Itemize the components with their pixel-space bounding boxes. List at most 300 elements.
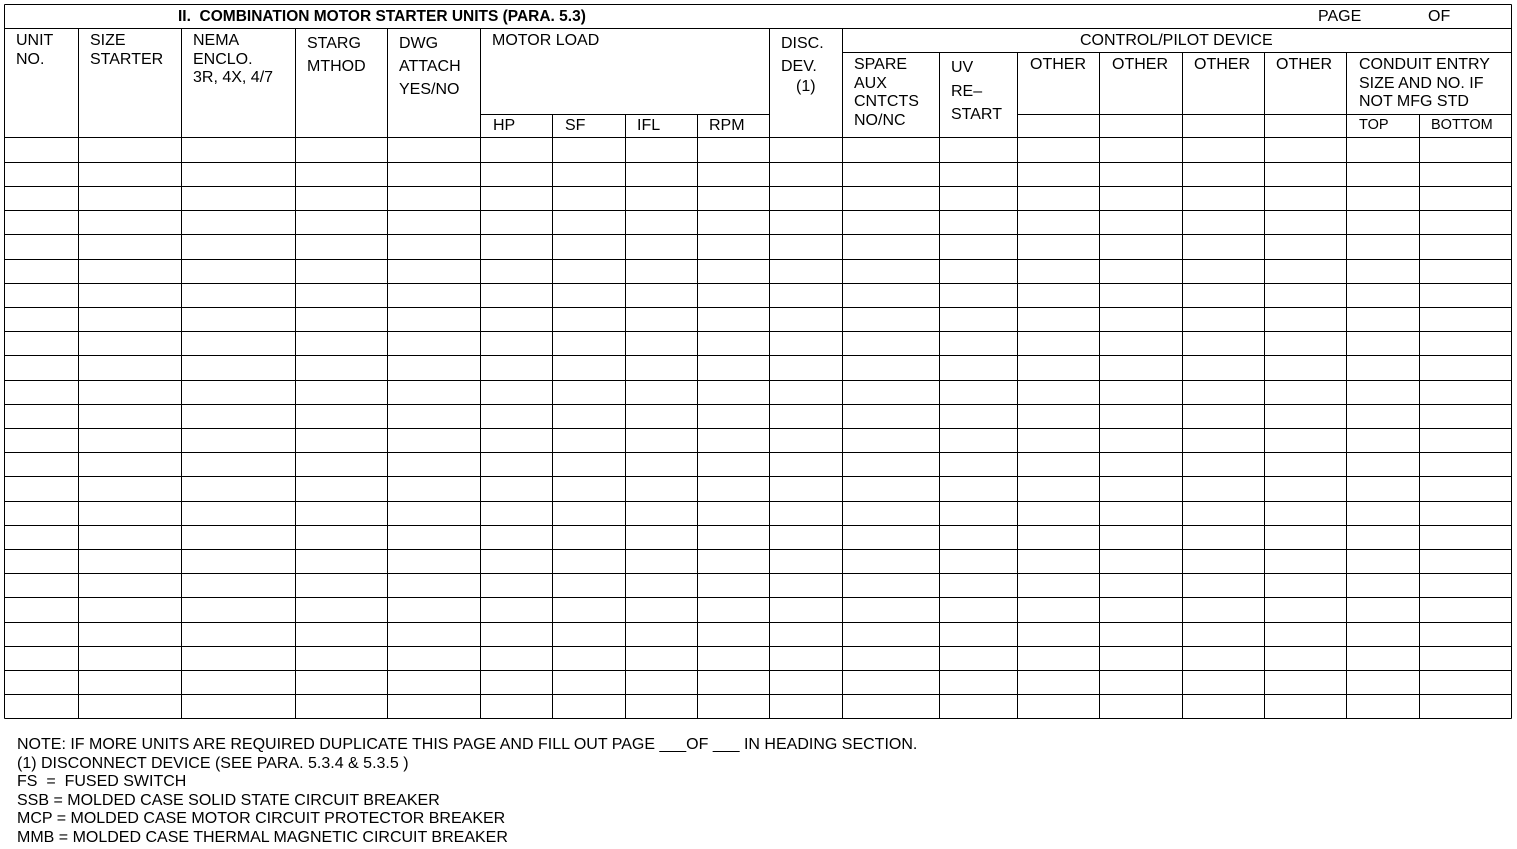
entry-cell[interactable] xyxy=(1348,187,1420,210)
entry-cell[interactable] xyxy=(1101,574,1183,597)
entry-cell[interactable] xyxy=(771,211,843,234)
entry-cell[interactable] xyxy=(1348,502,1420,525)
entry-cell[interactable] xyxy=(80,526,182,549)
entry-cell[interactable] xyxy=(183,574,296,597)
entry-cell[interactable] xyxy=(844,211,940,234)
entry-cell[interactable] xyxy=(1184,405,1265,428)
entry-cell[interactable] xyxy=(627,381,698,404)
entry-cell[interactable] xyxy=(844,187,940,210)
entry-cell[interactable] xyxy=(554,163,626,186)
entry-cell[interactable] xyxy=(389,308,481,331)
entry-cell[interactable] xyxy=(1019,598,1100,622)
entry-cell[interactable] xyxy=(1266,284,1347,307)
entry-cell[interactable] xyxy=(1421,235,1512,259)
entry-cell[interactable] xyxy=(482,211,553,234)
entry-cell[interactable] xyxy=(80,574,182,597)
entry-cell[interactable] xyxy=(941,163,1018,186)
entry-cell[interactable] xyxy=(1421,502,1512,525)
entry-cell[interactable] xyxy=(1348,429,1420,452)
entry-cell[interactable] xyxy=(699,453,770,476)
entry-cell[interactable] xyxy=(389,356,481,380)
entry-cell[interactable] xyxy=(1348,356,1420,380)
entry-cell[interactable] xyxy=(1266,332,1347,355)
entry-cell[interactable] xyxy=(297,598,388,622)
entry-cell[interactable] xyxy=(1101,235,1183,259)
entry-cell[interactable] xyxy=(699,647,770,670)
entry-cell[interactable] xyxy=(183,356,296,380)
entry-cell[interactable] xyxy=(6,550,79,573)
entry-cell[interactable] xyxy=(1421,211,1512,234)
entry-cell[interactable] xyxy=(1019,187,1100,210)
entry-cell[interactable] xyxy=(771,526,843,549)
entry-cell[interactable] xyxy=(482,502,553,525)
entry-cell[interactable] xyxy=(1266,187,1347,210)
entry-cell[interactable] xyxy=(1184,139,1265,162)
entry-cell[interactable] xyxy=(389,235,481,259)
entry-cell[interactable] xyxy=(1348,405,1420,428)
entry-cell[interactable] xyxy=(1019,163,1100,186)
entry-cell[interactable] xyxy=(844,502,940,525)
entry-cell[interactable] xyxy=(1184,163,1265,186)
entry-cell[interactable] xyxy=(771,308,843,331)
entry-cell[interactable] xyxy=(183,163,296,186)
entry-cell[interactable] xyxy=(1348,308,1420,331)
entry-cell[interactable] xyxy=(1421,574,1512,597)
entry-cell[interactable] xyxy=(6,647,79,670)
entry-cell[interactable] xyxy=(1019,502,1100,525)
entry-cell[interactable] xyxy=(482,381,553,404)
entry-cell[interactable] xyxy=(771,284,843,307)
entry-cell[interactable] xyxy=(1101,550,1183,573)
entry-cell[interactable] xyxy=(1266,381,1347,404)
entry-cell[interactable] xyxy=(1266,163,1347,186)
entry-cell[interactable] xyxy=(482,647,553,670)
entry-cell[interactable] xyxy=(1348,574,1420,597)
entry-cell[interactable] xyxy=(941,139,1018,162)
entry-cell[interactable] xyxy=(183,284,296,307)
entry-cell[interactable] xyxy=(6,260,79,283)
entry-cell[interactable] xyxy=(183,405,296,428)
entry-cell[interactable] xyxy=(1348,477,1420,501)
entry-cell[interactable] xyxy=(844,308,940,331)
entry-cell[interactable] xyxy=(6,574,79,597)
entry-cell[interactable] xyxy=(183,623,296,646)
entry-cell[interactable] xyxy=(554,429,626,452)
entry-cell[interactable] xyxy=(699,502,770,525)
entry-cell[interactable] xyxy=(389,405,481,428)
entry-cell[interactable] xyxy=(1019,332,1100,355)
entry-cell[interactable] xyxy=(1184,453,1265,476)
entry-cell[interactable] xyxy=(1184,429,1265,452)
entry-cell[interactable] xyxy=(297,332,388,355)
entry-cell[interactable] xyxy=(1421,429,1512,452)
entry-cell[interactable] xyxy=(1266,260,1347,283)
entry-cell[interactable] xyxy=(844,453,940,476)
entry-cell[interactable] xyxy=(80,308,182,331)
entry-cell[interactable] xyxy=(80,284,182,307)
entry-cell[interactable] xyxy=(297,574,388,597)
entry-cell[interactable] xyxy=(699,187,770,210)
entry-cell[interactable] xyxy=(297,163,388,186)
entry-cell[interactable] xyxy=(1101,187,1183,210)
entry-cell[interactable] xyxy=(1184,598,1265,622)
entry-cell[interactable] xyxy=(183,695,296,718)
entry-cell[interactable] xyxy=(941,550,1018,573)
entry-cell[interactable] xyxy=(554,211,626,234)
entry-cell[interactable] xyxy=(844,429,940,452)
entry-cell[interactable] xyxy=(297,453,388,476)
entry-cell[interactable] xyxy=(627,308,698,331)
entry-cell[interactable] xyxy=(297,356,388,380)
entry-cell[interactable] xyxy=(80,211,182,234)
entry-cell[interactable] xyxy=(482,429,553,452)
entry-cell[interactable] xyxy=(80,381,182,404)
entry-cell[interactable] xyxy=(297,284,388,307)
entry-cell[interactable] xyxy=(1101,284,1183,307)
entry-cell[interactable] xyxy=(183,526,296,549)
entry-cell[interactable] xyxy=(1348,332,1420,355)
entry-cell[interactable] xyxy=(771,574,843,597)
entry-cell[interactable] xyxy=(482,623,553,646)
entry-cell[interactable] xyxy=(80,671,182,694)
entry-cell[interactable] xyxy=(6,211,79,234)
entry-cell[interactable] xyxy=(699,139,770,162)
entry-cell[interactable] xyxy=(297,429,388,452)
entry-cell[interactable] xyxy=(297,260,388,283)
entry-cell[interactable] xyxy=(1348,623,1420,646)
entry-cell[interactable] xyxy=(1019,477,1100,501)
entry-cell[interactable] xyxy=(183,671,296,694)
entry-cell[interactable] xyxy=(6,163,79,186)
entry-cell[interactable] xyxy=(1266,598,1347,622)
entry-cell[interactable] xyxy=(183,429,296,452)
entry-cell[interactable] xyxy=(482,526,553,549)
entry-cell[interactable] xyxy=(627,550,698,573)
entry-cell[interactable] xyxy=(699,163,770,186)
entry-cell[interactable] xyxy=(389,671,481,694)
entry-cell[interactable] xyxy=(1266,139,1347,162)
entry-cell[interactable] xyxy=(389,163,481,186)
entry-cell[interactable] xyxy=(771,623,843,646)
entry-cell[interactable] xyxy=(1266,477,1347,501)
entry-cell[interactable] xyxy=(1266,308,1347,331)
entry-cell[interactable] xyxy=(297,381,388,404)
entry-cell[interactable] xyxy=(1421,671,1512,694)
entry-cell[interactable] xyxy=(1184,502,1265,525)
entry-cell[interactable] xyxy=(389,381,481,404)
entry-cell[interactable] xyxy=(6,332,79,355)
entry-cell[interactable] xyxy=(1019,623,1100,646)
entry-cell[interactable] xyxy=(1184,647,1265,670)
entry-cell[interactable] xyxy=(771,187,843,210)
entry-cell[interactable] xyxy=(80,332,182,355)
entry-cell[interactable] xyxy=(627,623,698,646)
entry-cell[interactable] xyxy=(699,211,770,234)
entry-cell[interactable] xyxy=(627,163,698,186)
entry-cell[interactable] xyxy=(699,381,770,404)
entry-cell[interactable] xyxy=(844,356,940,380)
entry-cell[interactable] xyxy=(482,405,553,428)
entry-cell[interactable] xyxy=(1101,598,1183,622)
entry-cell[interactable] xyxy=(941,695,1018,718)
entry-cell[interactable] xyxy=(1101,671,1183,694)
entry-cell[interactable] xyxy=(6,284,79,307)
entry-cell[interactable] xyxy=(1101,623,1183,646)
entry-cell[interactable] xyxy=(771,453,843,476)
entry-cell[interactable] xyxy=(1421,381,1512,404)
entry-cell[interactable] xyxy=(80,429,182,452)
entry-cell[interactable] xyxy=(1266,502,1347,525)
entry-cell[interactable] xyxy=(844,671,940,694)
entry-cell[interactable] xyxy=(1421,477,1512,501)
entry-cell[interactable] xyxy=(6,671,79,694)
entry-cell[interactable] xyxy=(183,477,296,501)
entry-cell[interactable] xyxy=(6,477,79,501)
entry-cell[interactable] xyxy=(183,308,296,331)
entry-cell[interactable] xyxy=(699,695,770,718)
entry-cell[interactable] xyxy=(183,502,296,525)
entry-cell[interactable] xyxy=(80,623,182,646)
entry-cell[interactable] xyxy=(1019,429,1100,452)
entry-cell[interactable] xyxy=(1184,284,1265,307)
entry-cell[interactable] xyxy=(554,139,626,162)
entry-cell[interactable] xyxy=(554,260,626,283)
entry-cell[interactable] xyxy=(1019,671,1100,694)
entry-cell[interactable] xyxy=(941,284,1018,307)
entry-cell[interactable] xyxy=(1019,211,1100,234)
entry-cell[interactable] xyxy=(482,284,553,307)
entry-cell[interactable] xyxy=(699,284,770,307)
entry-cell[interactable] xyxy=(389,550,481,573)
entry-cell[interactable] xyxy=(1101,526,1183,549)
entry-cell[interactable] xyxy=(844,381,940,404)
entry-cell[interactable] xyxy=(554,405,626,428)
entry-cell[interactable] xyxy=(1184,308,1265,331)
entry-cell[interactable] xyxy=(941,574,1018,597)
entry-cell[interactable] xyxy=(1019,260,1100,283)
entry-cell[interactable] xyxy=(844,260,940,283)
entry-cell[interactable] xyxy=(1348,598,1420,622)
entry-cell[interactable] xyxy=(771,235,843,259)
entry-cell[interactable] xyxy=(699,235,770,259)
entry-cell[interactable] xyxy=(1019,381,1100,404)
entry-cell[interactable] xyxy=(1266,623,1347,646)
entry-cell[interactable] xyxy=(6,235,79,259)
entry-cell[interactable] xyxy=(554,623,626,646)
entry-cell[interactable] xyxy=(1266,356,1347,380)
entry-cell[interactable] xyxy=(627,284,698,307)
entry-cell[interactable] xyxy=(554,453,626,476)
entry-cell[interactable] xyxy=(183,235,296,259)
entry-cell[interactable] xyxy=(844,235,940,259)
entry-cell[interactable] xyxy=(297,623,388,646)
entry-cell[interactable] xyxy=(1184,550,1265,573)
entry-cell[interactable] xyxy=(699,598,770,622)
entry-cell[interactable] xyxy=(1266,429,1347,452)
entry-cell[interactable] xyxy=(699,550,770,573)
entry-cell[interactable] xyxy=(554,574,626,597)
entry-cell[interactable] xyxy=(297,187,388,210)
entry-cell[interactable] xyxy=(482,550,553,573)
entry-cell[interactable] xyxy=(627,139,698,162)
entry-cell[interactable] xyxy=(941,477,1018,501)
entry-cell[interactable] xyxy=(1101,211,1183,234)
entry-cell[interactable] xyxy=(1101,139,1183,162)
entry-cell[interactable] xyxy=(482,356,553,380)
entry-cell[interactable] xyxy=(482,671,553,694)
entry-cell[interactable] xyxy=(183,139,296,162)
entry-cell[interactable] xyxy=(554,381,626,404)
entry-cell[interactable] xyxy=(297,477,388,501)
entry-cell[interactable] xyxy=(699,260,770,283)
entry-cell[interactable] xyxy=(1101,163,1183,186)
entry-cell[interactable] xyxy=(6,429,79,452)
entry-cell[interactable] xyxy=(1019,453,1100,476)
entry-cell[interactable] xyxy=(1101,695,1183,718)
entry-cell[interactable] xyxy=(844,647,940,670)
entry-cell[interactable] xyxy=(627,235,698,259)
entry-cell[interactable] xyxy=(1101,453,1183,476)
entry-cell[interactable] xyxy=(6,598,79,622)
entry-cell[interactable] xyxy=(1019,550,1100,573)
entry-cell[interactable] xyxy=(554,187,626,210)
entry-cell[interactable] xyxy=(941,235,1018,259)
entry-cell[interactable] xyxy=(1421,623,1512,646)
entry-cell[interactable] xyxy=(699,526,770,549)
entry-cell[interactable] xyxy=(941,598,1018,622)
entry-cell[interactable] xyxy=(554,526,626,549)
entry-cell[interactable] xyxy=(297,647,388,670)
entry-cell[interactable] xyxy=(297,235,388,259)
entry-cell[interactable] xyxy=(1348,695,1420,718)
entry-cell[interactable] xyxy=(1184,623,1265,646)
entry-cell[interactable] xyxy=(1348,671,1420,694)
entry-cell[interactable] xyxy=(6,187,79,210)
entry-cell[interactable] xyxy=(941,332,1018,355)
entry-cell[interactable] xyxy=(1348,235,1420,259)
entry-cell[interactable] xyxy=(1184,187,1265,210)
entry-cell[interactable] xyxy=(1266,647,1347,670)
entry-cell[interactable] xyxy=(771,405,843,428)
entry-cell[interactable] xyxy=(1421,163,1512,186)
entry-cell[interactable] xyxy=(771,381,843,404)
entry-cell[interactable] xyxy=(6,526,79,549)
entry-cell[interactable] xyxy=(941,187,1018,210)
entry-cell[interactable] xyxy=(482,598,553,622)
entry-cell[interactable] xyxy=(297,550,388,573)
entry-cell[interactable] xyxy=(1101,356,1183,380)
entry-cell[interactable] xyxy=(941,381,1018,404)
entry-cell[interactable] xyxy=(389,574,481,597)
entry-cell[interactable] xyxy=(6,308,79,331)
entry-cell[interactable] xyxy=(1421,187,1512,210)
entry-cell[interactable] xyxy=(482,574,553,597)
entry-cell[interactable] xyxy=(1348,381,1420,404)
entry-cell[interactable] xyxy=(6,356,79,380)
entry-cell[interactable] xyxy=(627,405,698,428)
entry-cell[interactable] xyxy=(1184,671,1265,694)
entry-cell[interactable] xyxy=(389,623,481,646)
entry-cell[interactable] xyxy=(941,526,1018,549)
entry-cell[interactable] xyxy=(844,550,940,573)
entry-cell[interactable] xyxy=(1266,550,1347,573)
entry-cell[interactable] xyxy=(297,308,388,331)
entry-cell[interactable] xyxy=(389,211,481,234)
entry-cell[interactable] xyxy=(941,429,1018,452)
entry-cell[interactable] xyxy=(1421,260,1512,283)
entry-cell[interactable] xyxy=(1184,211,1265,234)
entry-cell[interactable] xyxy=(1019,647,1100,670)
entry-cell[interactable] xyxy=(183,211,296,234)
entry-cell[interactable] xyxy=(941,671,1018,694)
entry-cell[interactable] xyxy=(554,284,626,307)
entry-cell[interactable] xyxy=(1421,695,1512,718)
entry-cell[interactable] xyxy=(1184,235,1265,259)
entry-cell[interactable] xyxy=(627,502,698,525)
entry-cell[interactable] xyxy=(1421,647,1512,670)
entry-cell[interactable] xyxy=(699,308,770,331)
entry-cell[interactable] xyxy=(1266,211,1347,234)
entry-cell[interactable] xyxy=(80,453,182,476)
entry-cell[interactable] xyxy=(844,574,940,597)
entry-cell[interactable] xyxy=(1266,526,1347,549)
entry-cell[interactable] xyxy=(627,187,698,210)
entry-cell[interactable] xyxy=(554,332,626,355)
entry-cell[interactable] xyxy=(844,163,940,186)
entry-cell[interactable] xyxy=(554,550,626,573)
entry-cell[interactable] xyxy=(844,477,940,501)
entry-cell[interactable] xyxy=(771,671,843,694)
entry-cell[interactable] xyxy=(1266,235,1347,259)
entry-cell[interactable] xyxy=(183,260,296,283)
entry-cell[interactable] xyxy=(389,429,481,452)
entry-cell[interactable] xyxy=(941,647,1018,670)
entry-cell[interactable] xyxy=(80,502,182,525)
entry-cell[interactable] xyxy=(627,574,698,597)
entry-cell[interactable] xyxy=(941,356,1018,380)
entry-cell[interactable] xyxy=(297,139,388,162)
entry-cell[interactable] xyxy=(771,429,843,452)
entry-cell[interactable] xyxy=(699,332,770,355)
entry-cell[interactable] xyxy=(183,381,296,404)
entry-cell[interactable] xyxy=(554,695,626,718)
entry-cell[interactable] xyxy=(6,453,79,476)
entry-cell[interactable] xyxy=(1019,284,1100,307)
entry-cell[interactable] xyxy=(6,623,79,646)
entry-cell[interactable] xyxy=(297,211,388,234)
entry-cell[interactable] xyxy=(1184,381,1265,404)
entry-cell[interactable] xyxy=(1266,574,1347,597)
entry-cell[interactable] xyxy=(1101,381,1183,404)
entry-cell[interactable] xyxy=(1101,308,1183,331)
entry-cell[interactable] xyxy=(482,235,553,259)
entry-cell[interactable] xyxy=(1421,139,1512,162)
entry-cell[interactable] xyxy=(389,139,481,162)
entry-cell[interactable] xyxy=(1019,235,1100,259)
entry-cell[interactable] xyxy=(627,260,698,283)
entry-cell[interactable] xyxy=(1184,332,1265,355)
entry-cell[interactable] xyxy=(699,574,770,597)
entry-cell[interactable] xyxy=(183,647,296,670)
entry-cell[interactable] xyxy=(844,623,940,646)
entry-cell[interactable] xyxy=(844,598,940,622)
entry-cell[interactable] xyxy=(941,260,1018,283)
entry-cell[interactable] xyxy=(844,695,940,718)
entry-cell[interactable] xyxy=(771,260,843,283)
entry-cell[interactable] xyxy=(1421,308,1512,331)
entry-cell[interactable] xyxy=(941,308,1018,331)
entry-cell[interactable] xyxy=(771,598,843,622)
